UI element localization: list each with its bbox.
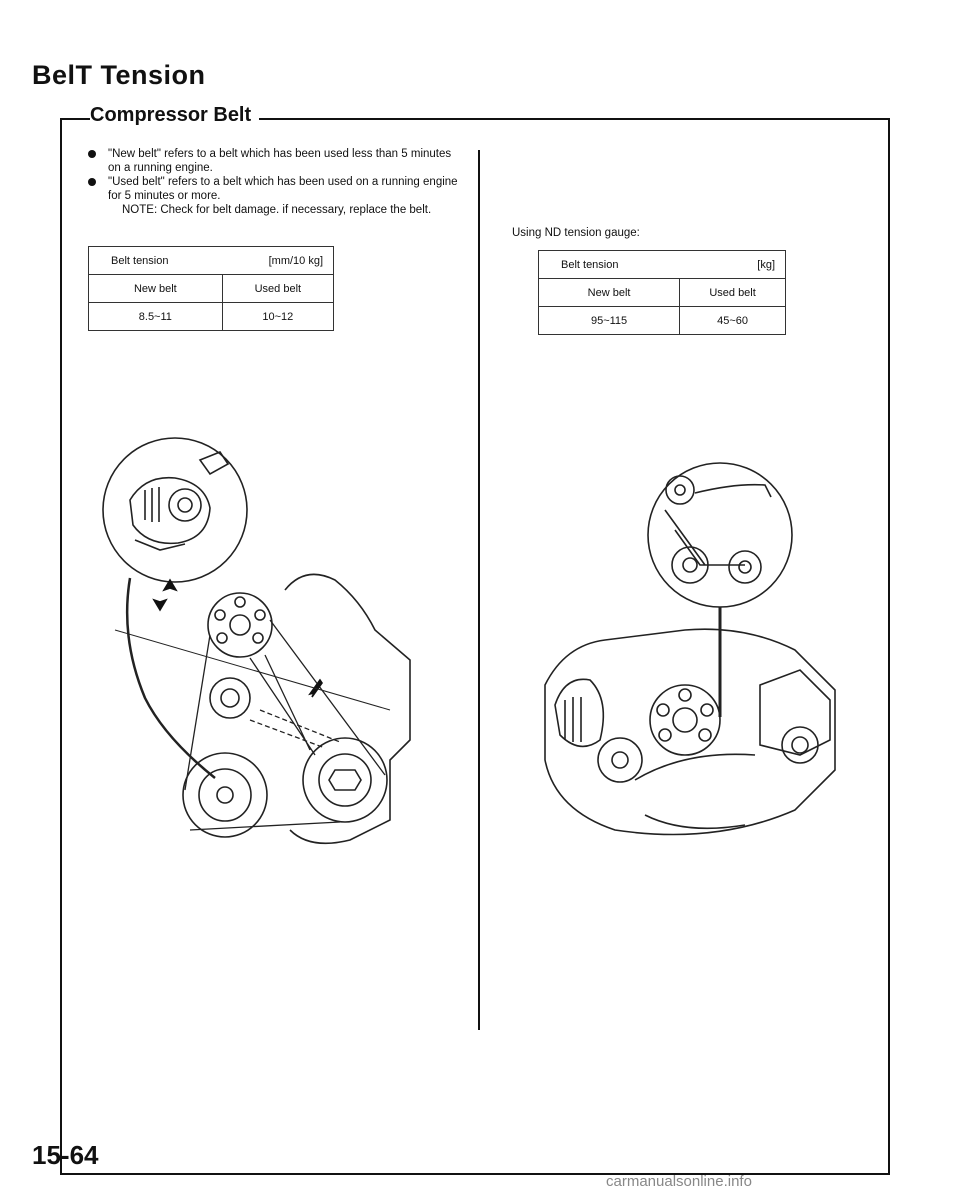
- engine-outline: [285, 574, 410, 843]
- inset-detail-circle: [648, 463, 792, 607]
- bullet-item-new-belt: [88, 147, 460, 175]
- crank-pulley-icon: [650, 685, 720, 755]
- table-header-label: Belt tension: [89, 247, 223, 275]
- nd-tension-gauge-diagram: [515, 455, 855, 875]
- pointer-line: [115, 630, 390, 710]
- belt-path: [635, 754, 755, 780]
- column-used-belt: Used belt: [680, 279, 786, 307]
- alternator-icon: [555, 679, 603, 746]
- idler-pulley-icon: [210, 678, 250, 718]
- compressor-belt-deflection-diagram: [90, 430, 440, 870]
- bullet-dot-icon: [88, 150, 96, 158]
- column-new-belt: New belt: [539, 279, 680, 307]
- bullet-list: [88, 147, 460, 217]
- compressor-pulley-icon: [183, 753, 267, 837]
- value-used-belt: 45~60: [680, 307, 786, 335]
- belt-tension-table-gauge: [538, 250, 786, 335]
- value-new-belt: 95~115: [539, 307, 680, 335]
- gauge-label: Using ND tension gauge:: [512, 227, 640, 239]
- table-header-unit: [kg]: [680, 251, 786, 279]
- hose-line: [645, 815, 745, 828]
- page-title: BelT Tension: [32, 60, 206, 90]
- table-header-unit: [mm/10 kg]: [222, 247, 333, 275]
- bullet-text: "New belt" refers to a belt which has been used less than 5 minutes on a running engine.: [108, 148, 452, 174]
- belt-tension-table-deflection: [88, 246, 334, 331]
- engine-outline: [545, 629, 835, 834]
- note-text: NOTE: Check for belt damage. if necessary, replace the belt.: [122, 204, 432, 216]
- watermark-text: carmanualsonline.info: [606, 1173, 752, 1190]
- compressor-detail-icon: [130, 452, 228, 550]
- belt-path: [185, 620, 385, 830]
- column-divider: [478, 150, 480, 1030]
- value-new-belt: 8.5~11: [89, 303, 223, 331]
- crank-pulley-icon: [208, 593, 272, 657]
- alternator-pulley-icon: [303, 738, 387, 822]
- value-used-belt: 10~12: [222, 303, 333, 331]
- table-header-label: Belt tension: [539, 251, 680, 279]
- section-title: Compressor Belt: [90, 104, 259, 127]
- tension-gauge-detail-icon: [665, 476, 771, 583]
- column-used-belt: Used belt: [222, 275, 333, 303]
- bullet-dot-icon: [88, 178, 96, 186]
- column-new-belt: New belt: [89, 275, 223, 303]
- page-number: 15-64: [32, 1140, 99, 1170]
- leader-line: [127, 578, 215, 778]
- bullet-item-used-belt: [88, 175, 460, 203]
- compressor-pulley-icon: [598, 738, 642, 782]
- bullet-text: "Used belt" refers to a belt which has been used on a running engine for 5 minutes or more.: [108, 176, 458, 202]
- right-housing-icon: [760, 670, 830, 763]
